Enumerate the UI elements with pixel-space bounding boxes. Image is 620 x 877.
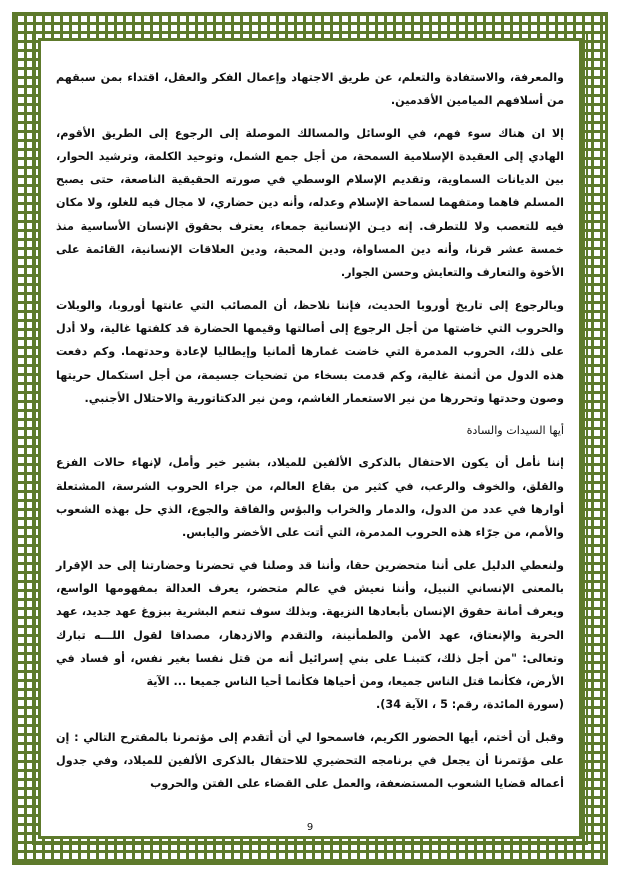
paragraph-3: وبالرجوع إلى تاريخ أوروبا الحديث، فإننا نلاحظ، أن المصائب التي عانتها أوروبا، والويلات والحروب التي خاضتها من أجل الرجوع إلى أصالتها وقيمها الحضارة قد كلفتها غالية، ولا أدل على ذلك، الحروب المدمرة التي خاضت غمارها ألمانيا وإيطاليا لإعادة وحدتهما. وكم دفعت هذه الدول من أثمنة غالية، وكم قدمت بسخاء من تضحيات جسيمة، من أجل استكمال حريتها وصون وحدتها وتحررها من نير الاستعمار الغاشم، ومن نير الدكتاتورية والاحتلال الأجنبي. xyxy=(56,298,564,405)
greeting-line: أيها السيدات والسادة xyxy=(466,424,564,438)
paragraph-4: إننا نأمل أن يكون الاحتفال بالذكرى الألفين للميلاد، بشير خير وأمل، لإنهاء حالات الفزع والقلق، والخوف والرعب، في كثير من بقاع العالم، من جراء الحروب الشرسة، المشتعلة أوارها في عدد من الدول، والدمار والخراب والبؤس والفاقة والجوع، الذي حل بهذه الشعوب والأمم، من جرّاء هذه الحروب المدمرة، التي أتت على الأخضر واليابس. xyxy=(56,456,564,540)
paragraph-5: ولنعطي الدليل على أننا متحضرين حقا، وأننا قد وصلنا في تحضرنا وحضارتنا إلى حد الإقرار بالمعنى الإنساني النبيل، وأننا نعيش في عالم متحضر، يعرف العدالة بمفهومها الواسع، ويعرف أمانة حقوق الإنسان بأبعادها النزيهة. وبذلك سوف تنعم البشرية ببزوغ عهد جديد، عهد الحرية والإنعتاق، عهد الأمن والطمأنينة، والتقدم والازدهار، مصداقا لقول اللـــه تبارك وتعالى: "من أجل ذلك، كتبنـا على بني إسرائيل أنه من قتل نفسا بغير نفس، أو فساد في الأرض، فكأنما قتل الناس جميعا، ومن أحياها فكأنما أحيا الناس جميعا ... الآية xyxy=(56,558,564,689)
document-body xyxy=(56,66,564,816)
quran-reference: (سورة المائدة، رقم: 5 ، الآية 34). xyxy=(376,698,564,712)
paragraph-6: وقبل أن أختم، أيها الحضور الكريم، فاسمحوا لي أن أتقدم إلى مؤتمرنا بالمقترح التالي : إن على مؤتمرنا أن يجعل في برنامجه التحضيري للاحتفال بالذكرى الألفين للميلاد، وفي جدول أعماله قضايا الشعوب المستضعفة، والعمل على القضاء على الفتن والحروب xyxy=(56,730,564,791)
paragraph-2: إلا ان هناك سوء فهم، في الوسائل والمسالك الموصلة إلى الرجوع إلى الطريق الأقوم، الهادي إلى العقيدة الإسلامية السمحة، من أجل جمع الشمل، وتوحيد الكلمة، وترشيد الحوار، بين الديانات السماوية، وتقديم الإسلام الوسطي في صورته الحقيقية الناصعة، حتى يصبح المسلم فاهما ومتفهما لسماحة الإسلام وعدله، وأنه دين حضاري، لا مجال فيه للغلو، ولا مكان فيه للتعصب ولا للتطرف. إنه ديـن الإنسانية جمعاء، يعترف بحقوق الإنسان الأساسية منذ خمسة عشر قرنا، وأنه دين المساواة، ودين المحبة، ودين العلاقات الإنسانية، القائمة على الأخوة والتعارف والتعايش وحسن الجوار. xyxy=(56,126,564,280)
page-number: 9 xyxy=(306,822,314,833)
paragraph-1: والمعرفة، والاستفادة والتعلم، عن طريق الاجتهاد وإعمال الفكر والعقل، اقتداء بمن سبقهم من أسلافهم الميامين الأقدمين. xyxy=(56,71,564,108)
